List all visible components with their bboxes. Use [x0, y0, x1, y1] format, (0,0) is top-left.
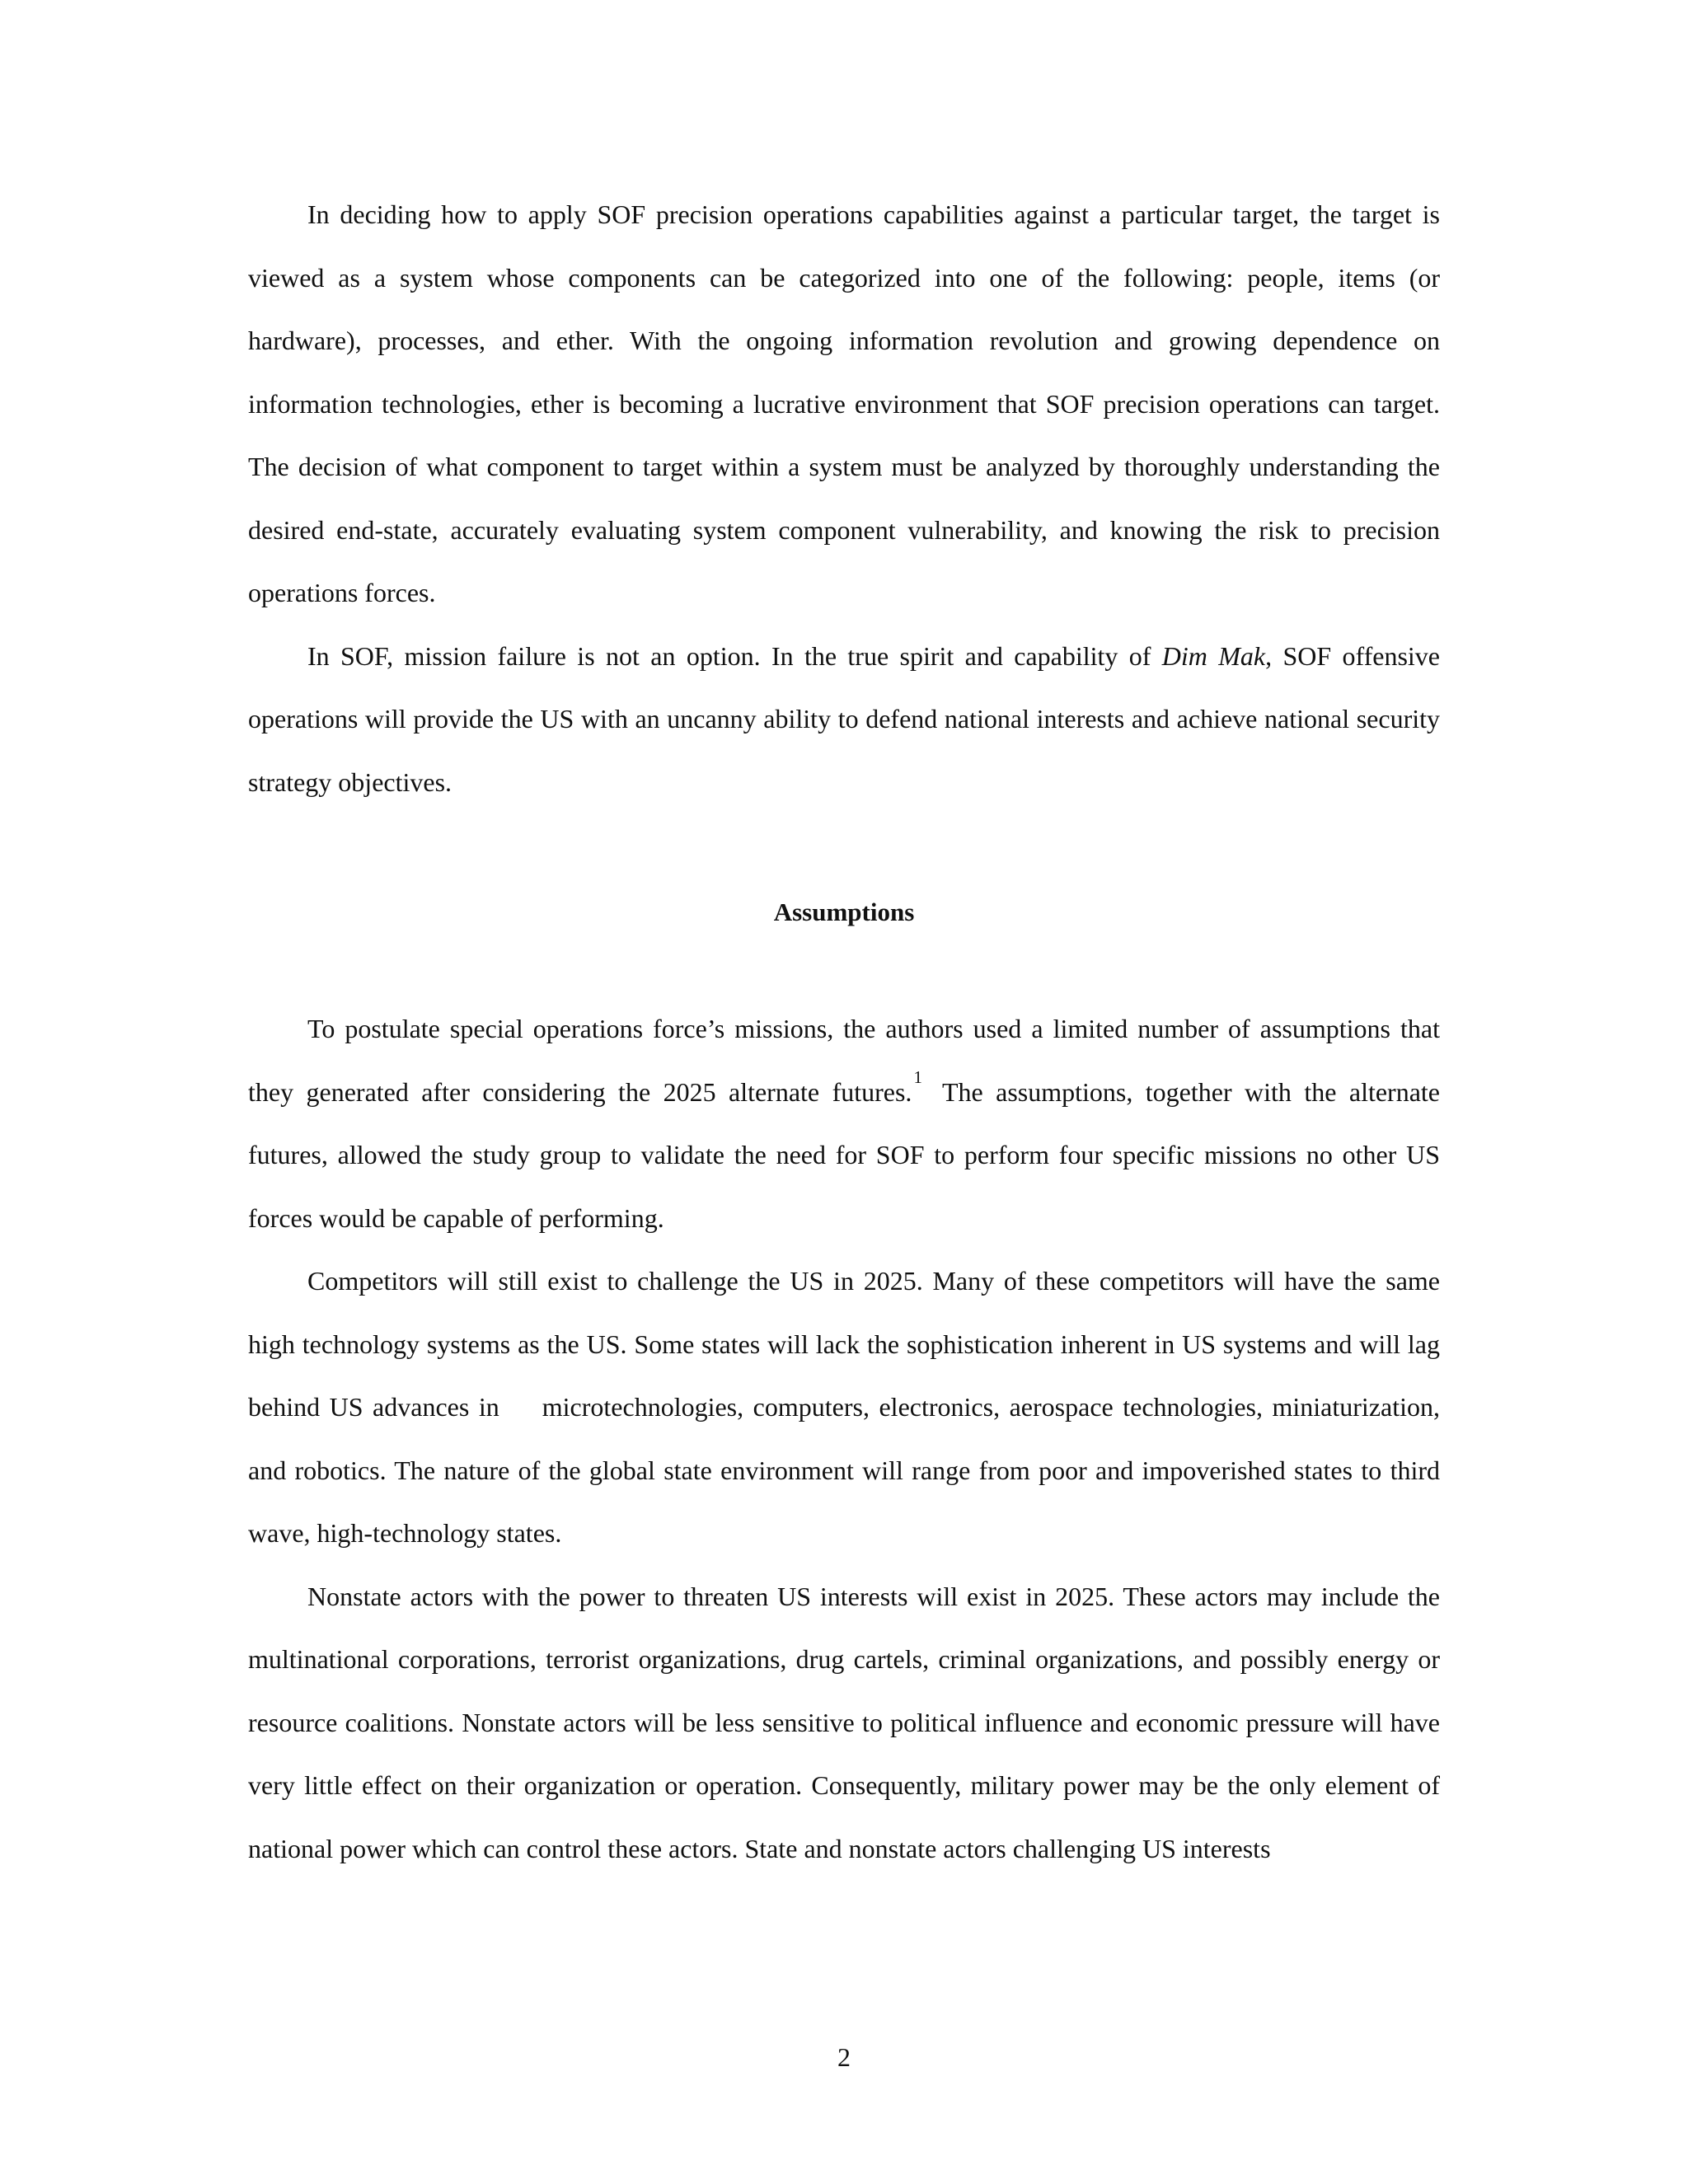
paragraph-target-system: In deciding how to apply SOF precision operations capabilities against a particular target, the target is viewed as a system whose components can be categorized into one of the following: people, items (or hardware), processes, and ether. With the ongoing information revolution and growing dependence on information technologies, ether is becoming a lucrative environment that SOF precision operations can target. The decision of what component to target within a system must be analyzed by thoroughly understanding the desired end-state, accurately evaluating system component vulnerability, and knowing the risk to precision operations forces.: [248, 199, 1440, 607]
dim-mak-italic: Dim Mak: [1161, 640, 1266, 671]
paragraph-assumptions-tail: The assumptions, together with the alternate futures, allowed the study group to validate the need for SOF to perform four specific missions no other US forces would be capable of performing.: [248, 1076, 1441, 1233]
section-heading-assumptions: Assumptions: [773, 898, 915, 926]
paragraph-dim-mak: [248, 625, 1440, 814]
paragraph-dim-mak-lead: In SOF, mission failure is not an option. In the true spirit and capability of: [307, 640, 1162, 671]
paragraph-competitors: [248, 1249, 1440, 1565]
footnote-reference[interactable]: 1: [913, 1066, 922, 1087]
page-number: 2: [837, 2042, 851, 2072]
paragraph-nonstate-actors: Nonstate actors with the power to threaten US interests will exist in 2025. These actors may include the multinational corporations, terrorist organizations, drug cartels, criminal organizations, and possibly energy or resource coalitions. Nonstate actors will be less sensitive to political influence and economic pressure will have very little effect on their organization or operation. Consequently, military power may be the only element of national power which can control these actors. State and nonstate actors challenging US interests: [248, 1581, 1440, 1863]
paragraph-assumptions-lead: To postulate special operations force’s missions, the authors used a limited number of assumptions that they generated after considering the 2025 alternate futures.: [248, 1014, 1440, 1107]
paragraph-assumptions: [248, 997, 1440, 1249]
assumptions-text-block: [248, 997, 1440, 1880]
paragraph-competitors-tail: microtechnologies, computers, electronics, aerospace technologies, miniaturization, and robotics. The nature of the global state environment will range from poor and impoverished states to third wave, high-technology states.: [248, 1392, 1441, 1548]
intro-text-block: [248, 183, 1440, 813]
paragraph-dim-mak-tail: , SOF offensive operations will provide the US with an uncanny ability to defend national interests and achieve national security strategy objectives.: [248, 640, 1441, 797]
paragraph-competitors-lead: Competitors will still exist to challenge the US in 2025. Many of these competitors will have the same high technology systems as the US. Some states will lack the sophistication inherent in US systems and will lag behind US advances in: [248, 1266, 1440, 1422]
